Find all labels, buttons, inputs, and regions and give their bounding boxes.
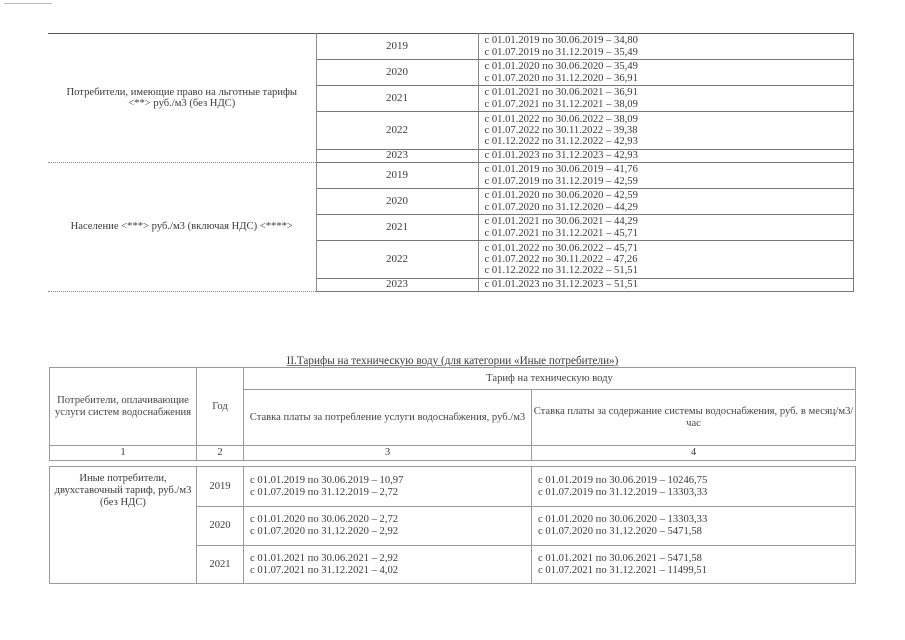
year-cell: 2019 (316, 163, 478, 189)
caption-text: II.Тарифы на техническую воду (для категории «Иные потребители») (286, 355, 619, 367)
category-cell: Население <***> руб./м3 (включая НДС) <****> (48, 163, 316, 292)
rate-cell (478, 279, 853, 292)
rate-line: с 01.01.2020 по 30.06.2020 – 35,49 (484, 61, 638, 73)
rate-cell (478, 241, 853, 279)
rate-line: с 01.07.2019 по 31.12.2019 – 2,72 (250, 486, 399, 498)
year-cell: 2021 (316, 215, 478, 241)
scan-edge-mark (4, 3, 52, 4)
rate-line: с 01.07.2020 по 31.12.2020 – 5471,58 (538, 526, 702, 537)
header-row (50, 368, 856, 390)
rate-line: с 01.07.2021 по 31.12.2021 – 38,09 (484, 98, 638, 110)
rate-line: с 01.01.2022 по 30.06.2022 – 38,09 (484, 113, 638, 125)
column-number: 2 (197, 446, 244, 461)
category-cell: Иные потребители, двухставочный тариф, руб./м3 (без НДС) (50, 467, 197, 584)
consumption-rate-cell (244, 507, 532, 546)
rate-line: с 01.07.2020 по 31.12.2020 – 44,29 (484, 201, 638, 213)
rate-line: с 01.01.2023 по 31.12.2023 – 51,51 (484, 279, 638, 291)
column-number: 4 (532, 446, 856, 461)
rate-line: с 01.01.2019 по 30.06.2019 – 34,80 (484, 35, 638, 47)
header-consumers: Потребители, оплачивающие услуги систем водоснабжения (50, 368, 197, 446)
rate-line: с 01.12.2022 по 31.12.2022 – 42,93 (484, 136, 638, 148)
category-cell: Потребители, имеющие право на льготные тарифы <**> руб./м3 (без НДС) (48, 34, 316, 163)
rate-line: с 01.07.2022 по 30.11.2022 – 47,26 (484, 253, 638, 265)
maintenance-rate-cell (532, 546, 856, 584)
rate-line: с 01.07.2019 по 31.12.2019 – 35,49 (484, 46, 638, 58)
table-caption (0, 355, 905, 367)
rate-line: с 01.01.2019 по 30.06.2019 – 10,97 (250, 474, 404, 486)
rate-cell (478, 34, 853, 60)
maintenance-rate-cell (532, 507, 856, 546)
year-cell: 2019 (197, 467, 244, 507)
rate-line: с 01.07.2020 по 31.12.2020 – 36,91 (484, 72, 638, 84)
header-tariff: Тариф на техническую воду (244, 368, 856, 390)
table-row (48, 163, 853, 189)
rate-line: с 01.01.2020 по 30.06.2020 – 42,59 (484, 190, 638, 202)
year-cell: 2023 (316, 279, 478, 292)
consumption-rate-cell (244, 546, 532, 584)
column-number-row (50, 446, 856, 461)
rate-cell (478, 112, 853, 150)
rate-cell (478, 60, 853, 86)
tariff-table-1 (48, 33, 854, 292)
rate-line: с 01.07.2020 по 31.12.2020 – 2,92 (250, 526, 399, 537)
rate-line: с 01.01.2019 по 30.06.2019 – 41,76 (484, 164, 638, 176)
rate-line: с 01.01.2021 по 30.06.2021 – 5471,58 (538, 552, 702, 564)
table-row (48, 34, 853, 60)
rate-line: с 01.01.2021 по 30.06.2021 – 36,91 (484, 87, 638, 99)
rate-line: с 01.01.2021 по 30.06.2021 – 44,29 (484, 216, 638, 228)
rate-line: с 01.01.2021 по 30.06.2021 – 2,92 (250, 552, 399, 564)
consumption-rate-cell (244, 467, 532, 507)
maintenance-rate-cell (532, 467, 856, 507)
rate-line: с 01.01.2023 по 31.12.2023 – 42,93 (484, 150, 638, 162)
year-cell: 2020 (316, 189, 478, 215)
rate-line: с 01.07.2021 по 31.12.2021 – 45,71 (484, 227, 638, 239)
year-cell: 2019 (316, 34, 478, 60)
rate-cell (478, 215, 853, 241)
header-rate-maintenance: Ставка платы за содержание системы водоснабжения, руб. в месяц/м3/час (532, 390, 856, 446)
column-number: 3 (244, 446, 532, 461)
rate-cell (478, 86, 853, 112)
table-row (50, 467, 856, 507)
rate-cell (478, 189, 853, 215)
rate-cell (478, 163, 853, 189)
rate-line: с 01.07.2019 по 31.12.2019 – 13303,33 (538, 486, 708, 498)
rate-line: с 01.01.2020 по 30.06.2020 – 2,72 (250, 514, 399, 525)
year-cell: 2020 (316, 60, 478, 86)
header-rate-consumption: Ставка платы за потребление услуги водоснабжения, руб./м3 (244, 390, 532, 446)
year-cell: 2021 (197, 546, 244, 584)
rate-line: с 01.01.2019 по 30.06.2019 – 10246,75 (538, 474, 708, 486)
year-cell: 2023 (316, 150, 478, 163)
header-year: Год (197, 368, 244, 446)
year-cell: 2022 (316, 112, 478, 150)
year-cell: 2020 (197, 507, 244, 546)
rate-cell (478, 150, 853, 163)
year-cell: 2021 (316, 86, 478, 112)
column-number: 1 (50, 446, 197, 461)
rate-line: с 01.01.2020 по 30.06.2020 – 13303,33 (538, 514, 708, 525)
year-cell: 2022 (316, 241, 478, 279)
rate-line: с 01.01.2022 по 30.06.2022 – 45,71 (484, 242, 638, 254)
rate-line: с 01.07.2021 по 31.12.2021 – 4,02 (250, 564, 399, 576)
rate-line: с 01.07.2022 по 30.11.2022 – 39,38 (484, 124, 638, 136)
rate-line: с 01.07.2021 по 31.12.2021 – 11499,51 (538, 564, 707, 576)
rate-line: с 01.07.2019 по 31.12.2019 – 42,59 (484, 175, 638, 187)
rate-line: с 01.12.2022 по 31.12.2022 – 51,51 (484, 265, 638, 277)
tariff-table-2 (49, 367, 856, 584)
